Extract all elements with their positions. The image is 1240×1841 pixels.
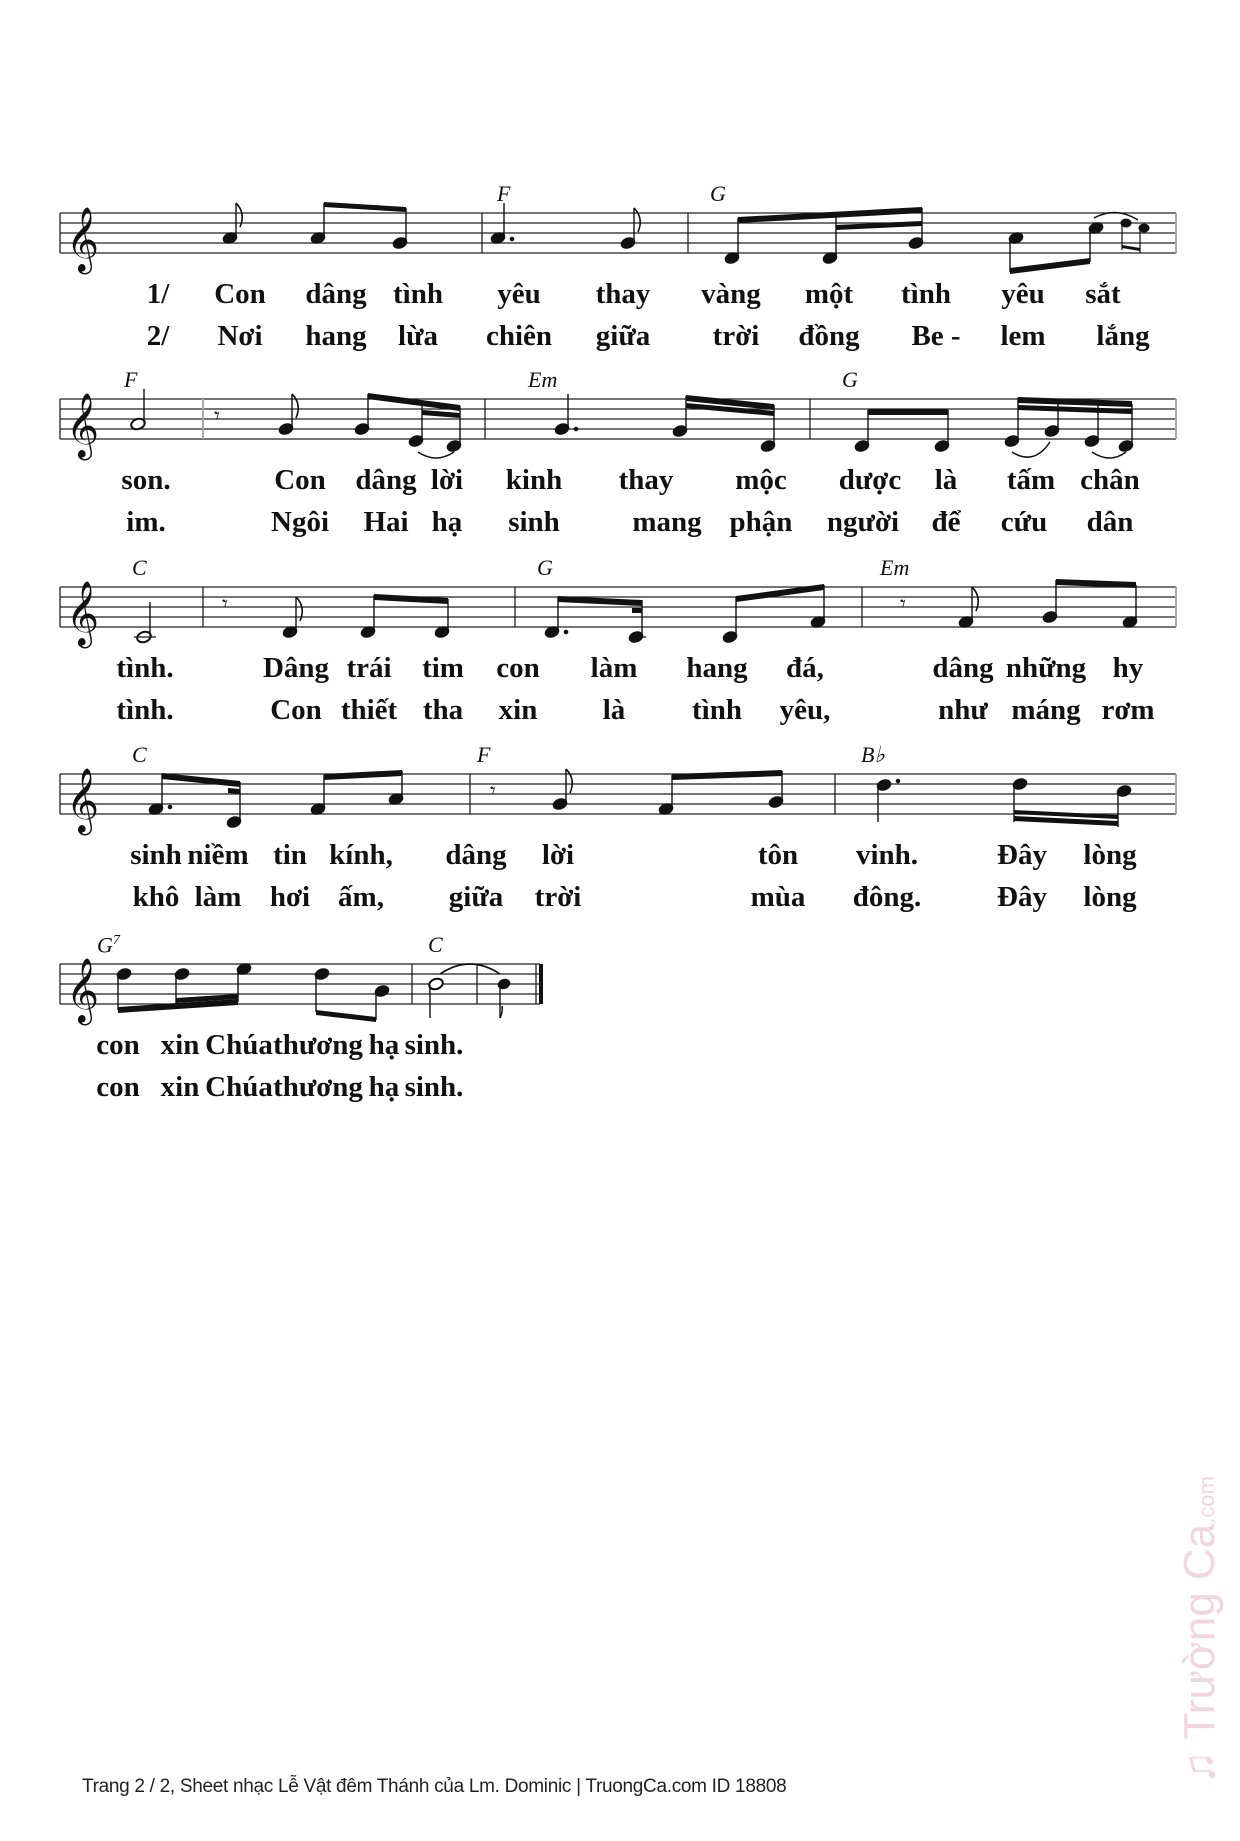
lyric-syllable-verse2: khô (132, 881, 180, 913)
lyric-syllable-verse1: những (1005, 652, 1087, 684)
lyric-syllable-verse1: dâng (305, 278, 367, 310)
lyric-syllable-verse2: Ngôi (271, 506, 329, 538)
lyric-syllable-verse1: Đây (997, 839, 1047, 871)
lyric-syllable-verse2: Đây (997, 881, 1047, 913)
lyric-syllable-verse2: như (938, 694, 988, 726)
lyric-syllable-verse2: Be - (911, 320, 961, 352)
chord-symbol: C (428, 932, 443, 957)
chord-symbol: C (132, 742, 147, 767)
lyric-syllable-verse2: cứu (1000, 506, 1048, 538)
lyric-syllable-verse1: tin (273, 839, 307, 871)
lyric-syllable-verse1: Chúa (205, 1029, 273, 1061)
svg-text:𝄾: 𝄾 (214, 403, 220, 428)
chord-symbol: Em (880, 555, 910, 580)
chord-symbol: F (124, 367, 138, 392)
lyric-syllable-verse1: con (496, 652, 540, 684)
lyric-syllable-verse1: dâng (445, 839, 507, 871)
lyric-syllable-verse2: thiết (340, 694, 398, 726)
lyric-syllable-verse2: xin (498, 694, 538, 726)
svg-text:𝄾: 𝄾 (222, 591, 228, 616)
lyric-syllable-verse1: hạ (368, 1029, 400, 1061)
lyric-syllable-verse1: đá, (786, 652, 824, 684)
lyric-syllable-verse1: là (934, 464, 958, 496)
lyric-syllable-verse1: Dâng (262, 652, 330, 684)
lyric-syllable-verse2: con (96, 1071, 140, 1103)
lyric-syllable-verse1: trái (346, 652, 392, 684)
final-barline (539, 964, 543, 1004)
lyric-syllable-verse2: tha (422, 694, 464, 726)
lyric-syllable-verse1: sinh (130, 839, 182, 871)
watermark-text: ♫ Trường Ca.com (1175, 1476, 1224, 1784)
lyric-syllable-verse1: lời (541, 839, 575, 871)
chord-symbol: G (537, 555, 553, 580)
lyric-syllable-verse1: một (804, 278, 854, 310)
svg-text:𝄾: 𝄾 (900, 591, 906, 616)
lyric-syllable-verse1: tình (901, 278, 951, 310)
lyric-syllable-verse2: yêu, (779, 694, 831, 726)
lyric-syllable-verse2: Chúa (205, 1071, 273, 1103)
lyric-syllable-verse2: im. (126, 506, 166, 538)
lyric-syllable-verse1: dâng (932, 652, 994, 684)
lyric-syllable-verse2: chiên (485, 320, 553, 352)
lyric-syllable-verse2: tình. (116, 694, 174, 726)
watermark (1170, 1460, 1230, 1800)
lyric-syllable-verse2: Hai (363, 506, 409, 538)
chord-symbol: Em (528, 367, 558, 392)
lyric-syllable-verse2: trời (712, 320, 760, 352)
lyric-syllable-verse1: vàng (701, 278, 761, 310)
lyric-syllable-verse2: phận (729, 506, 793, 538)
chord-symbol: $G^7$ (97, 932, 120, 958)
lyric-syllable-verse1: yêu (1001, 278, 1045, 310)
lyric-syllable-verse2: hạ (368, 1071, 400, 1103)
svg-text:𝄾: 𝄾 (490, 778, 496, 803)
lyric-syllable-verse1: hang (686, 652, 748, 684)
lyric-syllable-verse2: hạ (431, 506, 463, 538)
lyric-syllable-verse1: con (96, 1029, 140, 1061)
lyric-syllable-verse1: xin (160, 1029, 200, 1061)
chord-symbol: F (477, 742, 491, 767)
lyric-syllable-verse2: mùa (750, 881, 806, 913)
lyric-syllable-verse1: lòng (1083, 839, 1137, 871)
lyric-syllable-verse1: dâng (355, 464, 417, 496)
lyric-syllable-verse2: hơi (269, 881, 311, 913)
lyric-syllable-verse2: xin (160, 1071, 200, 1103)
lyric-syllable-verse1: vinh. (855, 839, 919, 871)
lyric-syllable-verse1: kính, (329, 839, 393, 871)
lyric-syllable-verse2: dân (1086, 506, 1134, 538)
lyric-syllable-verse2: Con (270, 694, 322, 726)
lyric-syllable-verse2: làm (194, 881, 242, 913)
lyric-syllable-verse1: mộc (735, 464, 787, 496)
lyric-syllable-verse2: lừa (398, 320, 438, 352)
lyric-syllable-verse1: thương (273, 1029, 363, 1061)
lyric-syllable-verse1: chân (1080, 464, 1140, 496)
lyric-syllable-verse1: lời (430, 464, 464, 496)
lyric-syllable-verse2: sinh. (404, 1071, 464, 1103)
lyric-syllable-verse1: 1/ (146, 278, 170, 310)
lyric-syllable-verse2: hang (305, 320, 367, 352)
lyric-syllable-verse2: 2/ (146, 320, 170, 352)
lyric-syllable-verse2: lòng (1083, 881, 1137, 913)
lyric-syllable-verse2: lem (1000, 320, 1046, 352)
lyric-syllable-verse1: tình (393, 278, 443, 310)
lyric-syllable-verse2: mang (632, 506, 702, 538)
chord-symbol: B♭ (861, 742, 885, 767)
lyric-syllable-verse2: rơm (1101, 694, 1155, 726)
lyric-syllable-verse2: để (931, 506, 961, 538)
lyric-syllable-verse1: kinh (505, 464, 563, 496)
lyric-syllable-verse2: đồng (798, 320, 860, 352)
lyric-syllable-verse1: Con (274, 464, 326, 496)
lyric-syllable-verse1: tình. (116, 652, 174, 684)
lyric-syllable-verse1: sinh. (404, 1029, 464, 1061)
treble-clef-icon: 𝄞 (66, 958, 100, 1023)
lyric-syllable-verse2: đông. (852, 881, 922, 913)
page-footer: Trang 2 / 2, Sheet nhạc Lễ Vật đêm Thánh của Lm. Dominic | TruongCa.com ID 18808 (82, 1776, 787, 1797)
lyric-syllable-verse2: máng (1011, 694, 1081, 726)
lyric-syllable-verse2: ấm, (338, 881, 384, 913)
lyric-syllable-verse2: Nơi (217, 320, 263, 352)
lyric-syllable-verse2: sinh (508, 506, 560, 538)
lyric-syllable-verse1: tôn (757, 839, 799, 871)
lyric-syllable-verse1: niềm (187, 839, 249, 871)
lyric-syllable-verse1: tấm (1006, 464, 1056, 496)
lyric-syllable-verse1: làm (590, 652, 638, 684)
lyric-syllable-verse1: yêu (497, 278, 541, 310)
lyric-syllable-verse1: thay (595, 278, 651, 310)
treble-clef-icon: 𝄞 (66, 581, 100, 646)
lyric-syllable-verse1: Con (214, 278, 266, 310)
lyric-syllable-verse2: là (602, 694, 626, 726)
music-note-logo-icon: ♫ (1175, 1739, 1224, 1784)
chord-symbol: G (710, 181, 726, 206)
lyric-syllable-verse1: son. (121, 464, 171, 496)
chord-symbol: F (497, 181, 511, 206)
chord-symbol: G (842, 367, 858, 392)
lyric-syllable-verse2: lắng (1096, 320, 1150, 352)
chord-symbol: C (132, 555, 147, 580)
lyric-syllable-verse1: sắt (1085, 278, 1121, 310)
lyric-syllable-verse1: hy (1112, 652, 1144, 684)
lyric-syllable-verse2: giữa (595, 320, 651, 352)
treble-clef-icon: 𝄞 (66, 768, 100, 833)
lyric-syllable-verse2: giữa (448, 881, 504, 913)
treble-clef-icon: 𝄞 (66, 393, 100, 458)
lyric-syllable-verse2: tình (692, 694, 742, 726)
treble-clef-icon: 𝄞 (66, 207, 100, 272)
lyric-syllable-verse1: tim (422, 652, 464, 684)
lyric-syllable-verse1: thay (618, 464, 674, 496)
lyric-syllable-verse2: người (826, 506, 900, 538)
lyric-syllable-verse2: trời (534, 881, 582, 913)
lyric-syllable-verse2: thương (273, 1071, 363, 1103)
lyric-syllable-verse1: dược (838, 464, 902, 496)
